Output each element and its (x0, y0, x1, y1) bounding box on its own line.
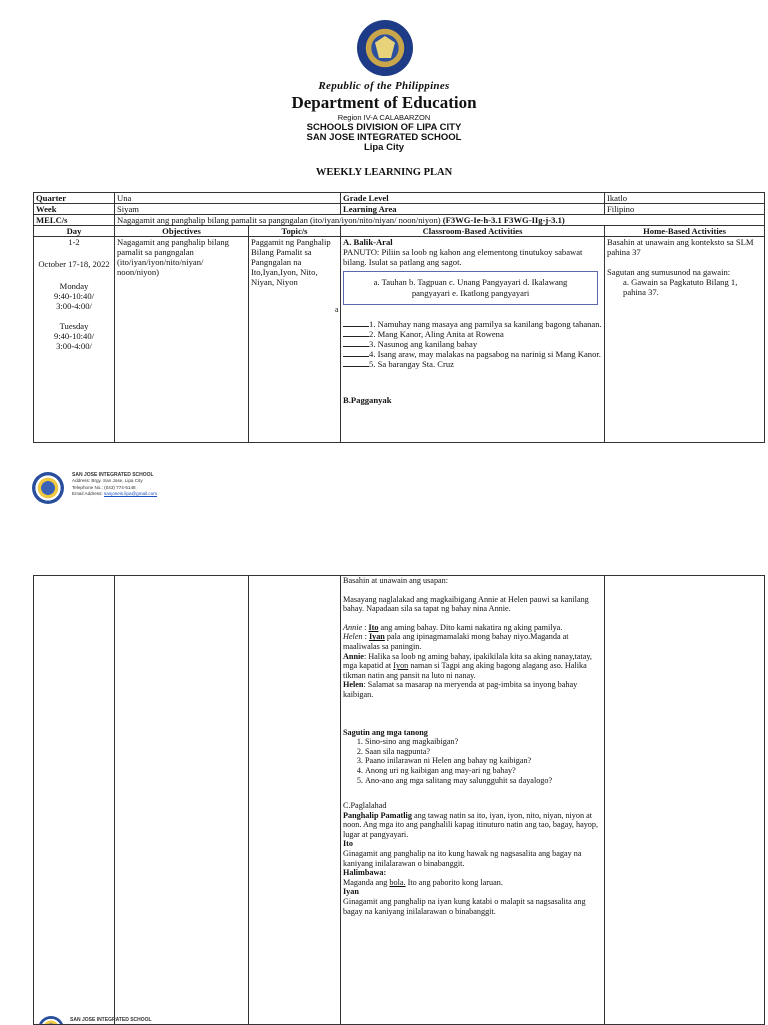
footer-email-line: Email Address: sanjoseis.lipa@gmail.com (72, 491, 158, 497)
topic-text: Paggamit ng Panghalip Bilang Pamalit sa Pangngalan na Ito,Iyan,Iyon, Nito, Niyan, Niyon (251, 237, 331, 287)
melc-code: (F3WG-Ie-h-3.1 F3WG-IIg-j-3.1) (442, 215, 565, 225)
deped-seal (357, 20, 413, 76)
melc-text-cell (115, 215, 765, 226)
page2-home-cell (605, 576, 765, 1025)
week-row (34, 204, 765, 215)
page2-topic-cell (249, 576, 341, 1025)
col-topic: Topic/s (249, 226, 341, 237)
helen-line-1: Helen : Iyan pala ang ipinagmamalaki mong bahay niyo.Maganda at maaliwalas sa paningin. (343, 632, 569, 651)
choices-line-1: a. Tauhan b. Tagpuan c. Unang Pangyayari d. Ikalawang (373, 277, 568, 287)
item-4: 4. Isang araw, may malakas na pagsabog na narinig si Mang Kanor. (343, 349, 602, 359)
example-text: Maganda ang bola. Ito ang paborito kong laruan. (343, 877, 503, 887)
monday-time-2: 3:00-4:00/ (56, 301, 92, 311)
school-heading-block (0, 123, 768, 153)
plan-title: WEEKLY LEARNING PLAN (315, 167, 453, 178)
footer-school: SAN JOSE INTEGRATED SCHOOL (72, 472, 154, 478)
column-header-row (34, 226, 765, 237)
annie-line-1: Annie : Ito ang aming bahay. Dito kami nakatira ng aking pamilya. (343, 622, 563, 632)
panghalip-pamatlig-text: Panghalip Pamatlig ang tawag natin sa ito, iyan, iyon, nito, niyan, niyon at noon. Ang mga ito ang panghalili kapag itinuturo natin ang tao, bagay, hayop, lugar at pangyayari. (343, 810, 599, 839)
ito-text: Ginagamit ang panghalip na ito kung hawak ng nagsasalita ang bagay na kaniyang inilalarawan o binabanggit. (343, 849, 582, 868)
home-cell (605, 237, 765, 443)
question-item: 4. Anong uri ng kaibigan ang may-ari ng bahay? (365, 766, 602, 776)
home-item-marker: a. (623, 277, 629, 287)
page2-objective-cell (115, 576, 249, 1025)
tuesday-time-1: 9:40-10:40/ (53, 331, 95, 341)
melc-row (34, 215, 765, 226)
answer-blank (343, 329, 369, 337)
item-5: 5. Sa barangay Sta. Cruz (343, 359, 602, 369)
iyan-text: Ginagamit ang panghalip na iyan kung katabi o malapit sa nagsasalita ang bagay na kaniyang inilalarawan o binabanggit. (343, 897, 586, 916)
city-heading: Lipa City (363, 142, 405, 153)
monday-label: Monday (59, 281, 89, 291)
answer-blank (343, 349, 369, 357)
answer-blank (343, 319, 369, 327)
item-3: 3. Nasunog ang kanilang bahay (343, 339, 602, 349)
col-home: Home-Based Activities (605, 226, 765, 237)
page2-table (33, 575, 765, 1025)
pagganyak-title: B.Pagganyak (343, 395, 392, 405)
footer-block (32, 470, 202, 510)
question-list (343, 737, 602, 785)
quarter-label: Quarter (34, 193, 115, 204)
item-2: 2. Mang Kanor, Aling Anita at Rowena (343, 329, 602, 339)
weekly-plan-table (33, 192, 765, 443)
story-text: Masayang naglalakad ang magkaibigang Annie at Helen pauwi sa kanilang bahay. Napadaan sila sa tapat ng bahay nina Annie. (343, 594, 589, 614)
week-label: Week (34, 204, 115, 215)
footer2-school: SAN JOSE INTEGRATED SCHOOL (70, 1017, 152, 1023)
answer-blank (343, 359, 369, 367)
home-text-2: Sagutan ang sumusunod na gawain: (607, 267, 731, 277)
footer-email[interactable]: sanjoseis.lipa@gmail.com (103, 491, 158, 497)
school-heading: SAN JOSE INTEGRATED SCHOOL (306, 132, 462, 143)
grade-label: Grade Level (341, 193, 605, 204)
department-heading: Department of Education (291, 93, 477, 112)
footer-text (72, 472, 157, 498)
col-day: Day (34, 226, 115, 237)
page2-row (34, 576, 765, 1025)
footer-address: Address: Brgy. San Jose, Lipa City (72, 478, 143, 484)
footer2-block (38, 1016, 198, 1024)
melc-text: Nagagamit ang panghalip bilang pamalit sa pangngalan (ito/iyan/iyon/nito/niyan/ noon/niyon) (117, 215, 441, 225)
question-item: 3. Paano inilarawan ni Helen ang bahay ng kaibigan? (365, 756, 602, 766)
area-label: Learning Area (341, 204, 605, 215)
choices-box (343, 271, 598, 305)
tuesday-time-2: 3:00-4:00/ (56, 341, 92, 351)
question-item: 5. Ano-ano ang mga salitang may salungguhit sa dayalogo? (365, 776, 602, 786)
halimbawa-label: Halimbawa: (343, 868, 387, 878)
topic-marker: a (335, 305, 339, 314)
page2-day-cell (34, 576, 115, 1025)
topic-cell (249, 237, 341, 443)
ito-title: Ito (343, 839, 354, 849)
republic-heading: Republic of the Philippines (318, 80, 450, 92)
monday-time-1: 9:40-10:40/ (53, 291, 95, 301)
sagutin-title: Sagutin ang mga tanong (343, 727, 428, 737)
home-text-1: Basahin at unawain ang konteksto sa SLM pahina 37 (607, 237, 754, 257)
area-value: Filipino (605, 204, 765, 215)
melc-label: MELC/s (34, 215, 115, 226)
footer2-logo-icon (38, 1016, 64, 1024)
question-item: 2. Saan sila nagpunta? (365, 747, 602, 757)
region-heading: Region IV-A CALABARZON (337, 113, 431, 122)
footer-telephone: Telephone No.: (043) 774-5148 (72, 484, 136, 490)
home-item (607, 277, 762, 297)
paglalahad-title: C.Paglalahad (343, 801, 387, 811)
iyan-title: Iyan (343, 887, 359, 897)
col-objectives: Objectives (115, 226, 249, 237)
annie-line-2: Annie: Halika sa loob ng aming bahay, ipakikilala kita sa aking nanay,tatay, mga kapatid at Iyon naman si Tagpi ang aking bagong alagang aso. Halika tikman natin ang pansit na luto ni nanay. (343, 651, 592, 680)
grade-value: Ikatlo (605, 193, 765, 204)
week-value: Siyam (115, 204, 341, 215)
dialogue-intro: Basahin at unawain ang usapan: (343, 576, 449, 585)
answer-blank (343, 339, 369, 347)
date-range: October 17-18, 2022 (38, 259, 110, 269)
day-row (34, 237, 765, 443)
tuesday-label: Tuesday (59, 321, 89, 331)
classroom-cell (341, 237, 605, 443)
day-cell (34, 237, 115, 443)
quarter-value: Una (115, 193, 341, 204)
division-heading: SCHOOLS DIVISION OF LIPA CITY (306, 122, 462, 133)
helen-line-2: Helen: Salamat sa masarap na meryenda at pag-imbita sa inyong bahay kaibigan. (343, 680, 578, 699)
question-item: 1. Sino-sino ang magkaibigan? (365, 737, 602, 747)
col-classroom: Classroom-Based Activities (341, 226, 605, 237)
school-logo-icon (32, 472, 64, 504)
objective-cell: Nagagamit ang panghalip bilang pamalit sa pangngalan (ito/iyan/iyon/nito/niyan/ noon/niyon) (115, 237, 249, 443)
item-1: 1. Namuhay nang masaya ang pamilya sa kanilang bagong tahanan. (343, 319, 602, 329)
day-number: 1-2 (68, 237, 80, 247)
quarter-row (34, 193, 765, 204)
choices-line-2: pangyayari e. Ikatlong pangyayari (411, 288, 530, 298)
panuto-text: PANUTO: Piliin sa loob ng kahon ang elementong tinutukoy sabawat bilang. Isulat sa patlang ang sagot. (343, 247, 583, 267)
home-item-text: Gawain sa Pagkatuto Bilang 1, pahina 37. (623, 277, 738, 297)
page2-classroom-cell (341, 576, 605, 1025)
balik-aral-title: A. Balik-Aral (343, 237, 393, 247)
